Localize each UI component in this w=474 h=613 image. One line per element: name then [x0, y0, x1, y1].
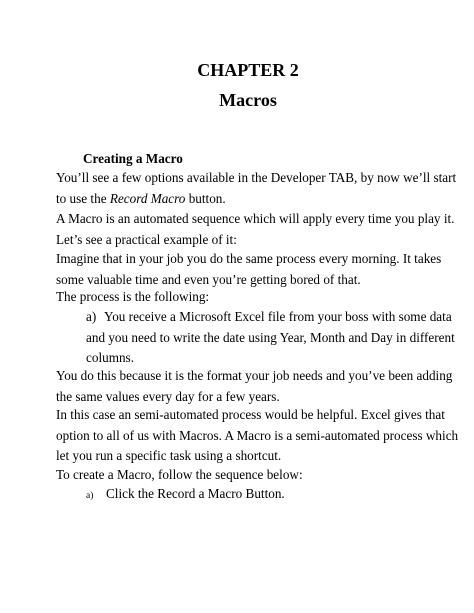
list-line: columns.: [86, 350, 134, 365]
list-marker: a): [86, 309, 97, 324]
paragraph-format: [56, 366, 453, 407]
paragraph-line: You’ll see a few options available in the Developer TAB, by now we’ll start: [56, 170, 457, 185]
paragraph-line: You do this because it is the format your job needs and you’ve been adding: [56, 368, 453, 383]
paragraph-line: [56, 189, 424, 210]
step-item-a: [86, 484, 426, 507]
text-run: button.: [185, 190, 226, 206]
emphasis-record-macro: Record Macro: [109, 190, 186, 206]
list-text: You receive a Microsoft Excel file from your boss with some data: [104, 309, 452, 324]
list-line: and you need to write the date using Year, Month and Day in different: [86, 329, 455, 345]
paragraph-line: Imagine that in your job you do the same process every morning. It takes: [56, 251, 442, 266]
step-marker: a): [86, 491, 94, 501]
list-line: [86, 307, 452, 328]
list-item-a: [86, 307, 455, 369]
paragraph-line: Let’s see a practical example of it:: [56, 231, 237, 247]
paragraph-line: A Macro is an automated sequence which will apply every time you play it.: [56, 211, 455, 226]
section-heading: Creating a Macro: [83, 151, 183, 166]
step-text: Click the Record a Macro Button.: [106, 486, 285, 501]
paragraph-macro-definition: [56, 209, 455, 250]
paragraph-line: the same values every day for a few years.: [56, 388, 280, 404]
paragraph-line: let you run a specific task using a shortcut.: [56, 448, 282, 463]
step-line: [86, 484, 426, 507]
text-run: to use the: [56, 190, 110, 206]
paragraph-line: In this case an semi-automated process would be helpful. Excel gives that: [56, 407, 445, 422]
paragraph-create-macro: [56, 465, 424, 486]
paragraph-semi-automated: [56, 405, 459, 467]
paragraph-line: option to all of us with Macros. A Macro is a semi-automated process which: [56, 427, 459, 443]
chapter-title: Macros: [219, 90, 277, 110]
paragraph-imagine: [56, 249, 442, 290]
paragraph-line: some valuable time and even you’re getting bored of that.: [56, 271, 361, 287]
paragraph-line: To create a Macro, follow the sequence below:: [56, 467, 303, 482]
paragraph-line: The process is the following:: [56, 289, 210, 304]
paragraph-process: [56, 287, 424, 308]
chapter-number: CHAPTER 2: [197, 60, 299, 80]
paragraph-developer-tab: [56, 168, 457, 209]
